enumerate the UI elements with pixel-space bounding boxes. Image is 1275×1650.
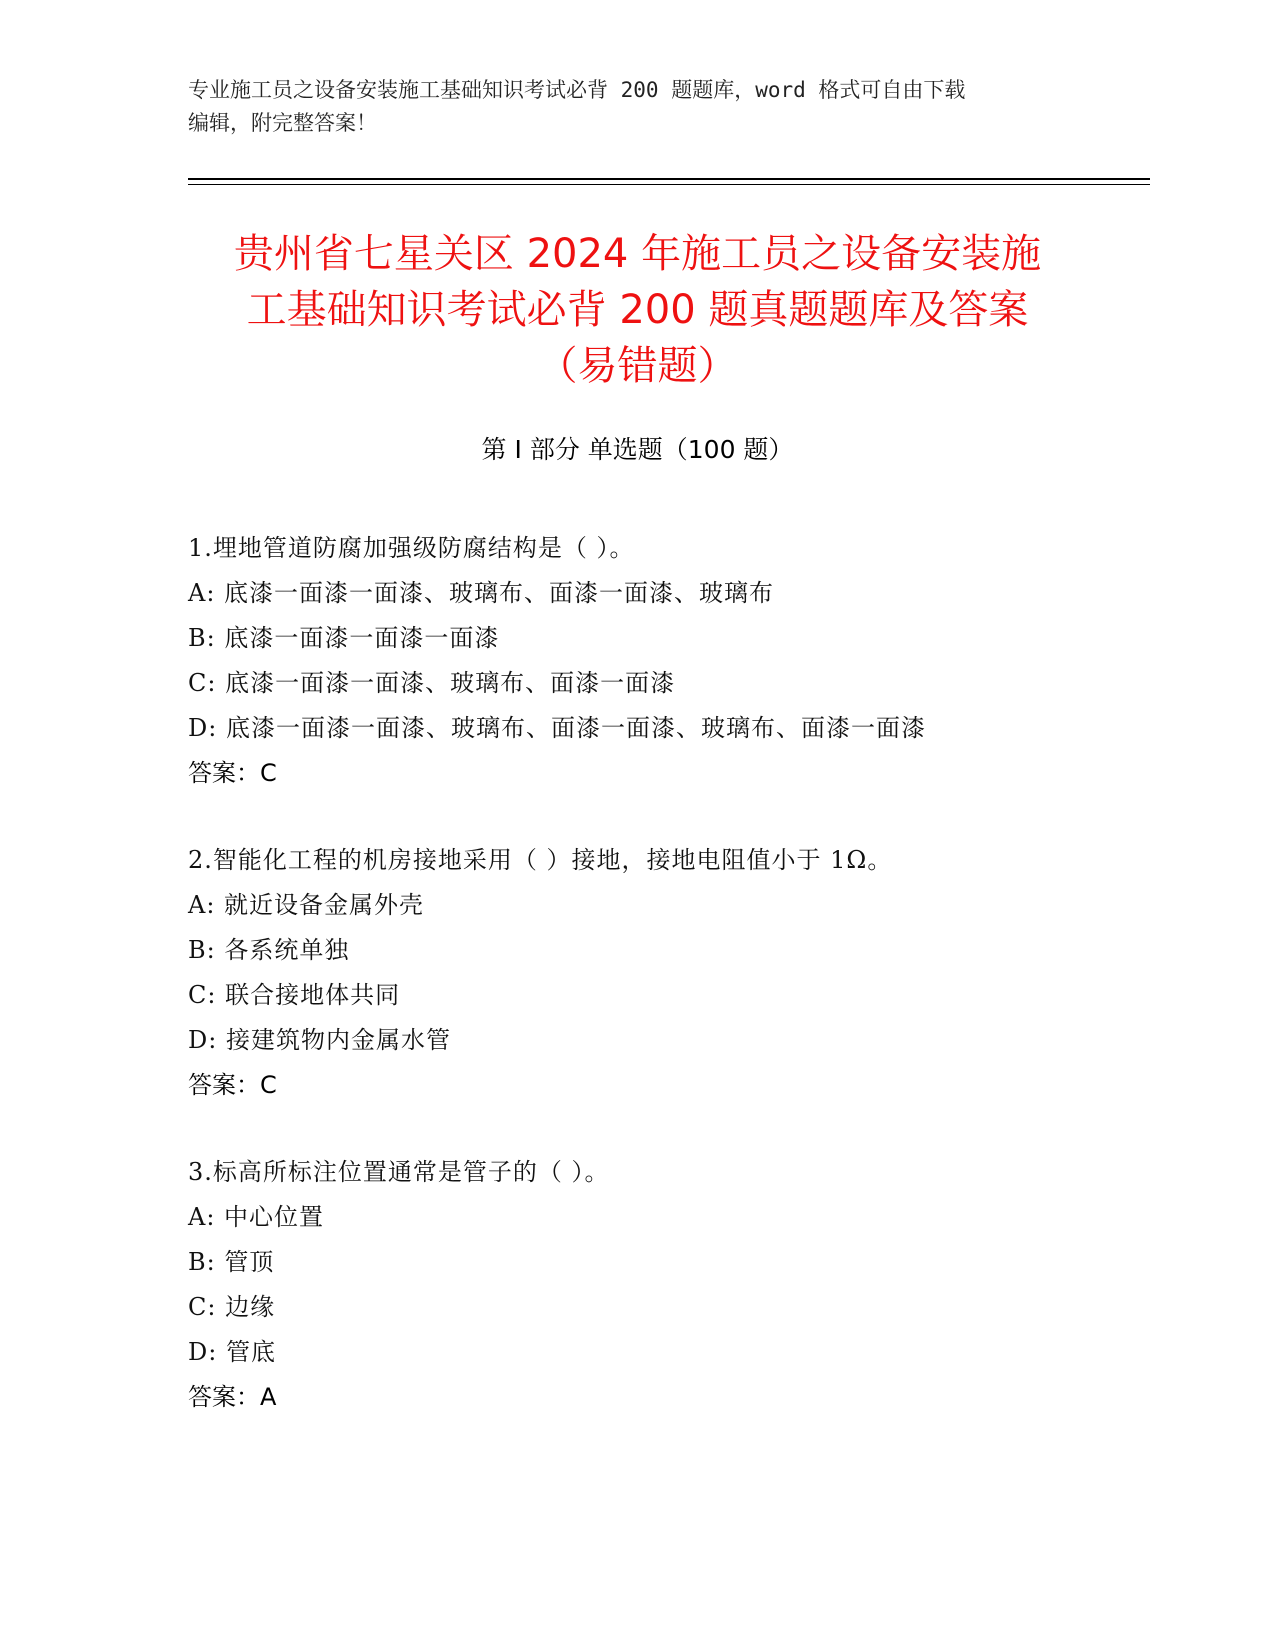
question-1 [188,526,1148,796]
question-stem: 1.埋地管道防腐加强级防腐结构是（ ）。 [188,534,635,562]
answer-line: 答案：C [188,759,277,787]
option-c: C: 边缘 [188,1293,276,1321]
header-note [188,74,1088,140]
answer-line: 答案：C [188,1071,277,1099]
header-note-line-2: 编辑，附完整答案！ [188,111,377,135]
option-a: A: 中心位置 [188,1203,325,1231]
header-divider-thin [188,184,1150,185]
document-title-line-1: 贵州省七星关区 2024 年施工员之设备安装施 [233,231,1042,277]
header-note-line-1: 专业施工员之设备安装施工基础知识考试必背 200 题题库，word 格式可自由下载 [188,78,966,102]
option-b: B: 管顶 [188,1248,275,1276]
option-b: B: 底漆一面漆一面漆一面漆 [188,624,500,652]
option-d: D: 底漆一面漆一面漆、玻璃布、面漆一面漆、玻璃布、面漆一面漆 [188,714,926,742]
option-a: A: 底漆一面漆一面漆、玻璃布、面漆一面漆、玻璃布 [188,579,775,607]
option-c: C: 联合接地体共同 [188,981,401,1009]
question-stem: 2.智能化工程的机房接地采用（ ）接地，接地电阻值小于 1Ω。 [188,846,893,874]
question-stem: 3.标高所标注位置通常是管子的（ ）。 [188,1158,610,1186]
question-list [188,526,1148,1462]
option-d: D: 接建筑物内金属水管 [188,1026,451,1054]
section-heading: 第 I 部分 单选题（100 题） [481,435,794,464]
option-d: D: 管底 [188,1338,276,1366]
document-title-line-2: 工基础知识考试必背 200 题真题题库及答案 [246,287,1029,333]
document-title-line-3: （易错题） [537,343,738,389]
answer-line: 答案：A [188,1383,277,1411]
option-a: A: 就近设备金属外壳 [188,891,425,919]
question-2 [188,838,1148,1108]
option-b: B: 各系统单独 [188,936,350,964]
question-3 [188,1150,1148,1420]
header-divider-thick [188,178,1150,180]
option-c: C: 底漆一面漆一面漆、玻璃布、面漆一面漆 [188,669,676,697]
document-title [170,226,1105,394]
